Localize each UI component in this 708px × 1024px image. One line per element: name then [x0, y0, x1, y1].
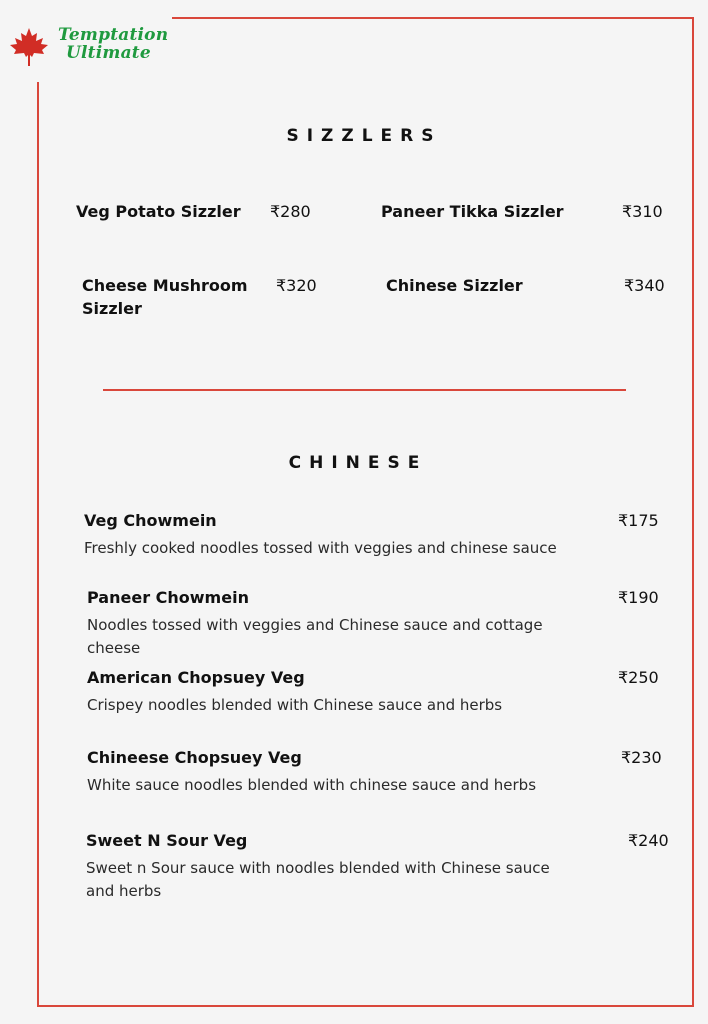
chinese-item-name: Veg Chowmein [84, 511, 217, 530]
section-divider [103, 389, 626, 391]
chinese-item-description: White sauce noodles blended with chinese sauce and herbs [87, 776, 537, 794]
frame-bottom-line [37, 1005, 694, 1007]
sizzler-item-price: ₹280 [270, 202, 311, 221]
chinese-item-name: American Chopsuey Veg [87, 668, 305, 687]
brand-wordmark [58, 26, 168, 62]
sizzler-item-price: ₹320 [276, 276, 317, 295]
brand-line-1: Temptation [58, 25, 169, 45]
sizzler-item-name: Paneer Tikka Sizzler [381, 202, 564, 221]
chinese-item-price: ₹175 [618, 511, 659, 530]
section-title-sizzlers: SIZZLERS [286, 126, 442, 146]
frame-right-line [692, 17, 694, 1007]
sizzler-item-name: Chinese Sizzler [386, 276, 523, 295]
frame-top-line [172, 17, 694, 19]
chinese-item-price: ₹230 [621, 748, 662, 767]
section-title-chinese: CHINESE [288, 453, 428, 473]
chinese-item-description: Freshly cooked noodles tossed with veggies and chinese sauce [84, 539, 557, 557]
chinese-item-price: ₹250 [618, 668, 659, 687]
chinese-item-description: Crispey noodles blended with Chinese sauce and herbs [87, 696, 503, 714]
sizzler-item-price: ₹310 [622, 202, 663, 221]
chinese-item-name: Sweet N Sour Veg [86, 831, 248, 850]
brand-line-2: Ultimate [66, 43, 151, 63]
chinese-item-description: Sweet n Sour sauce with noodles blended with Chinese sauce and herbs [86, 859, 550, 900]
chinese-item-price: ₹190 [618, 588, 659, 607]
chinese-item-name: Paneer Chowmein [87, 588, 249, 607]
chinese-item-description: Noodles tossed with veggies and Chinese sauce and cottage cheese [87, 616, 543, 657]
sizzler-item-name: Veg Potato Sizzler [76, 202, 241, 221]
chinese-item-name: Chineese Chopsuey Veg [87, 748, 302, 767]
sizzler-item-name: Cheese Mushroom Sizzler [82, 276, 248, 318]
chinese-item-price: ₹240 [628, 831, 669, 850]
sizzler-item-price: ₹340 [624, 276, 665, 295]
frame-left-line [37, 82, 39, 1007]
maple-leaf-icon [6, 26, 52, 68]
brand-logo [6, 24, 196, 72]
